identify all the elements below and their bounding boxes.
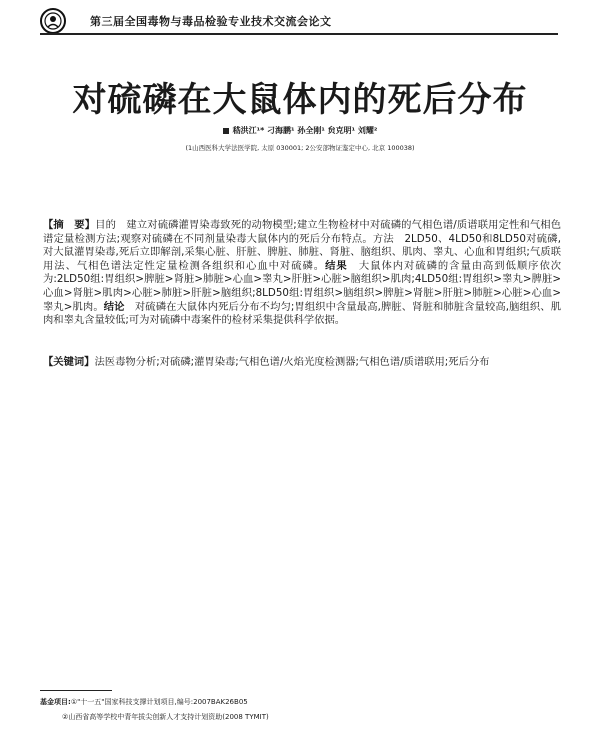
keywords xyxy=(43,356,561,370)
abstract-label: 【摘 要】 xyxy=(43,219,96,231)
footnote-rule xyxy=(40,690,112,691)
results-label: 结果 xyxy=(325,259,348,272)
funding-footnote-1 xyxy=(40,697,248,707)
abstract-results: 大鼠体内对硫磷的含量由高到低顺序依次为:2LD50组:胃组织>脾脏>肾脏>肺脏>心血>睾丸>肝脏>心脏>脑组织>肌肉;4LD50组:胃组织>睾丸>脾脏>心血>肾脏>肌肉>心脏>肺脏>肝脏>脑组织;8LD50组:胃组织>脑组织>脾脏>肾脏>肝脏>肺脏>心脏>心血>睾丸>肌肉。 xyxy=(43,259,562,313)
keywords-text: 法医毒物分析;对硫磷;灌胃染毒;气相色谱/火焰光度检测器;气相色谱/质谱联用;死后分布 xyxy=(94,356,490,368)
author-names: 嵇洪江¹* 刁海鹏¹ 孙全刚¹ 贠克明¹ 刘耀² xyxy=(232,126,378,135)
conference-emblem-icon xyxy=(40,8,66,34)
conference-name: 第三届全国毒物与毒品检验专业技术交流会论文 xyxy=(90,15,332,28)
affiliation: (1山西医科大学法医学院, 太原 030001; 2公安部物证鉴定中心, 北京 100038) xyxy=(185,144,415,152)
abstract-conclusion: 对硫磷在大鼠体内死后分布不均匀;胃组织中含量最高,脾脏、肾脏和肺脏含量较高,脑组织、肌肉和睾丸含量较低;可为对硫磷中毒案件的检材采集提供科学依据。 xyxy=(43,300,561,327)
paper-title: 对硫磷在大鼠体内的死后分布 xyxy=(72,80,528,120)
author-marker-icon xyxy=(223,128,229,134)
conclusion-label: 结论 xyxy=(103,300,125,313)
author-line xyxy=(0,125,600,136)
funding-label: 基金项目: xyxy=(40,698,71,706)
funding-footnote-2: ②山西省高等学校中青年拔尖创新人才支持计划资助(2008 TYMIT) xyxy=(62,713,269,721)
header-rule xyxy=(40,33,558,35)
abstract xyxy=(43,219,561,328)
running-header xyxy=(40,8,560,36)
funding-text-1: ①"十一五"国家科技支撑计划项目,编号:2007BAK26B05 xyxy=(70,698,248,706)
keywords-label: 【关键词】 xyxy=(43,356,95,368)
abstract-objective-methods: 目的 建立对硫磷灌胃染毒致死的动物模型;建立生物检材中对硫磷的气相色谱/质谱联用定性和气相色谱定量检测方法;观察对硫磷在不同剂量染毒大鼠体内的死后分布特点。方法 2LD50、4LD50和8LD50对硫磷,对大鼠灌胃染毒,死后立即解剖,采集心脏、肝脏、脾脏、肺脏、肾脏、脑组织、肌肉、睾丸、心血和胃组织;气质联用法、气相色谱法定性定量检测各组织和心血中对硫磷。 xyxy=(43,219,562,272)
